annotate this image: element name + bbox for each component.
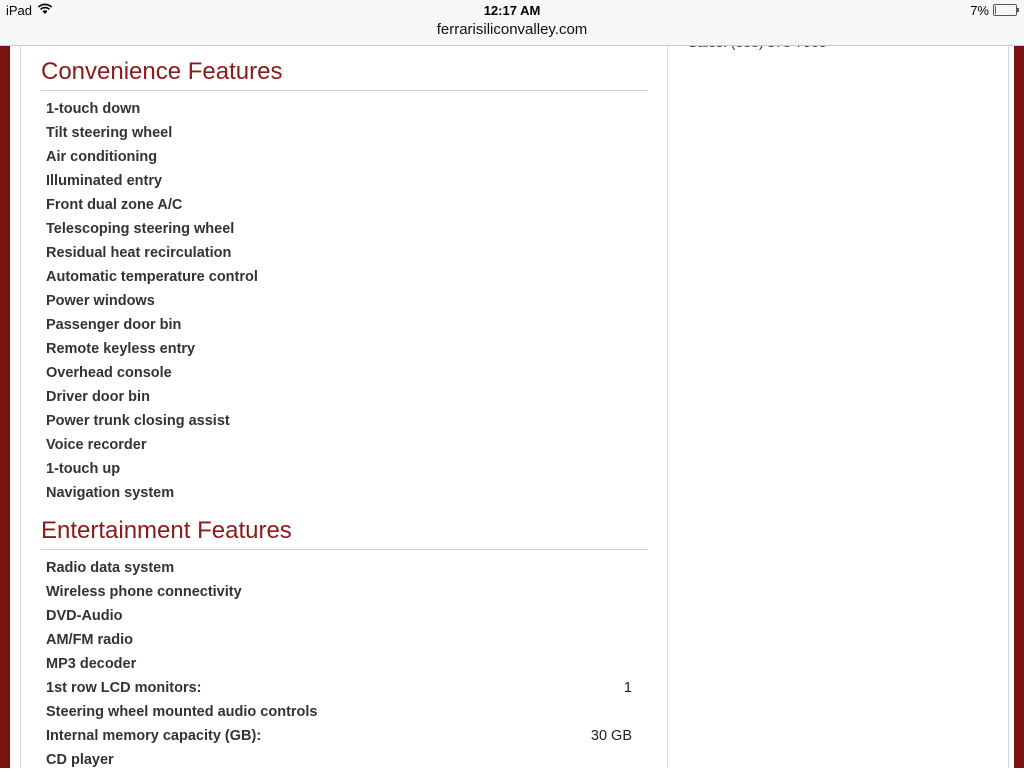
feature-label: Overhead console (46, 365, 172, 381)
feature-item (46, 289, 632, 313)
feature-label: Voice recorder (46, 437, 147, 453)
feature-label: Navigation system (46, 485, 175, 501)
feature-item (46, 169, 632, 193)
feature-item (46, 361, 632, 385)
feature-item (46, 385, 632, 409)
feature-item (46, 313, 632, 337)
clock: 12:17 AM (483, 3, 541, 18)
feature-item (46, 700, 632, 724)
feature-label: DVD-Audio (46, 608, 123, 624)
feature-value: 1 (623, 680, 632, 696)
feature-label: Tilt steering wheel (46, 125, 173, 141)
feature-item (46, 121, 632, 145)
feature-item (46, 724, 632, 748)
battery-fill (995, 6, 996, 14)
page-frame-left (0, 0, 10, 768)
feature-item (46, 748, 632, 772)
feature-label: Remote keyless entry (46, 341, 196, 357)
feature-label: Radio data system (46, 560, 175, 576)
feature-item (46, 433, 632, 457)
feature-label: MP3 decoder (46, 656, 137, 672)
feature-item (46, 409, 632, 433)
browser-top-bar (0, 0, 1024, 46)
battery-icon (993, 4, 1017, 16)
feature-label: Passenger door bin (46, 317, 182, 333)
feature-item (46, 580, 632, 604)
feature-item (46, 628, 632, 652)
feature-item (46, 337, 632, 361)
feature-label: Driver door bin (46, 389, 150, 405)
feature-item (46, 241, 632, 265)
feature-item (46, 457, 632, 481)
feature-item (46, 97, 632, 121)
section-title-convenience: Convenience Features (41, 44, 648, 91)
feature-label: Power trunk closing assist (46, 413, 230, 429)
feature-item (46, 193, 632, 217)
feature-label: 1-touch up (46, 461, 121, 477)
feature-item (46, 556, 632, 580)
feature-item (46, 604, 632, 628)
feature-label: 1st row LCD monitors: (46, 680, 202, 696)
entertainment-feature-list (46, 556, 632, 772)
feature-item (46, 676, 632, 700)
feature-label: Automatic temperature control (46, 269, 258, 285)
feature-item (46, 265, 632, 289)
feature-item (46, 652, 632, 676)
feature-label: Front dual zone A/C (46, 197, 183, 213)
feature-label: Steering wheel mounted audio controls (46, 704, 318, 720)
feature-value: 30 GB (590, 728, 632, 744)
feature-label: Residual heat recirculation (46, 245, 232, 261)
feature-label: AM/FM radio (46, 632, 133, 648)
battery-percent: 7% (970, 3, 989, 18)
convenience-feature-list (46, 97, 632, 505)
feature-label: Power windows (46, 293, 155, 309)
device-name: iPad (6, 3, 33, 18)
feature-label: Illuminated entry (46, 173, 163, 189)
feature-item (46, 481, 632, 505)
feature-label: Wireless phone connectivity (46, 584, 242, 600)
address-bar-url[interactable]: ferrarisiliconvalley.com (436, 21, 588, 38)
section-title-entertainment: Entertainment Features (41, 503, 648, 550)
feature-label: Internal memory capacity (GB): (46, 728, 262, 744)
feature-label: Air conditioning (46, 149, 158, 165)
page-frame-right (1014, 0, 1024, 768)
feature-item (46, 217, 632, 241)
feature-label: 1-touch down (46, 101, 141, 117)
column-divider (667, 0, 668, 768)
feature-item (46, 145, 632, 169)
feature-label: CD player (46, 752, 114, 768)
feature-label: Telescoping steering wheel (46, 221, 235, 237)
